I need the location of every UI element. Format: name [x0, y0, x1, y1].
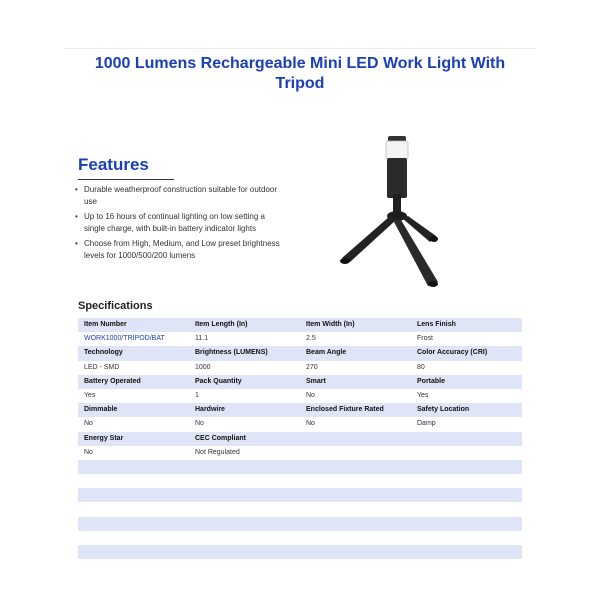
specifications-table	[78, 318, 522, 559]
table-row	[78, 488, 522, 502]
lamp-body	[387, 158, 407, 198]
tripod-foot	[340, 258, 350, 264]
spec-value: 2.5	[306, 335, 316, 343]
spec-label: Brightness (LUMENS)	[195, 349, 268, 357]
spec-value: WORK1000/TRIPOD/BAT	[84, 335, 165, 343]
product-image	[330, 132, 440, 292]
spec-label: Pack Quantity	[195, 377, 242, 385]
spec-label: Enclosed Fixture Rated	[306, 406, 384, 414]
table-row	[78, 474, 522, 488]
spec-value: No	[84, 420, 93, 428]
table-row	[78, 446, 522, 460]
spec-value: Frost	[417, 335, 433, 343]
specifications-heading: Specifications	[78, 300, 153, 312]
table-row	[78, 432, 522, 446]
spec-label: Battery Operated	[84, 377, 141, 385]
feature-item: • Choose from High, Medium, and Low preset brightness levels for 1000/500/200 lumens	[72, 238, 284, 262]
spec-value: Yes	[417, 391, 429, 399]
table-row	[78, 389, 522, 403]
spec-value: Damp	[417, 420, 436, 428]
features-underline	[78, 179, 174, 180]
table-row	[78, 417, 522, 431]
spec-label: CEC Compliant	[195, 434, 246, 442]
spec-value: No	[195, 420, 204, 428]
spec-value: No	[306, 391, 315, 399]
table-row	[78, 403, 522, 417]
spec-label: Energy Star	[84, 434, 124, 442]
table-row	[78, 502, 522, 516]
spec-label: Lens Finish	[417, 321, 456, 328]
table-row	[78, 545, 522, 559]
spec-label: Color Accuracy (CRI)	[417, 349, 488, 357]
spec-label: Dimmable	[84, 406, 118, 414]
lamp-lens	[386, 141, 408, 159]
spec-label: Item Number	[84, 321, 127, 328]
table-row	[78, 375, 522, 389]
spec-value: 1	[195, 391, 199, 399]
tripod-foot	[428, 281, 438, 287]
table-row	[78, 332, 522, 346]
spec-label: Smart	[306, 377, 326, 385]
spec-label: Hardwire	[195, 406, 225, 414]
table-row	[78, 318, 522, 332]
table-row	[78, 460, 522, 474]
features-heading: Features	[78, 155, 149, 174]
spec-label: Portable	[417, 377, 446, 385]
spec-value: No	[84, 448, 93, 456]
spec-value: No	[306, 420, 315, 428]
tripod-foot	[430, 236, 438, 242]
spec-label: Technology	[84, 349, 123, 357]
tripod-leg-front	[393, 220, 438, 286]
spec-value: 11.1	[195, 335, 209, 343]
spec-label: Safety Location	[417, 406, 470, 414]
spec-label: Beam Angle	[306, 349, 347, 357]
spec-value: 1000	[195, 363, 211, 371]
spec-value: Not Regulated	[195, 448, 240, 456]
feature-item: • Durable weatherproof construction suitable for outdoor use	[72, 184, 284, 208]
page-title: 1000 Lumens Rechargeable Mini LED Work Light With Tripod	[94, 55, 506, 92]
spec-label: Item Width (In)	[306, 321, 355, 328]
spec-value: 270	[306, 363, 318, 371]
top-divider	[64, 48, 536, 49]
tripod-leg-left	[342, 216, 396, 262]
spec-value: Yes	[84, 391, 96, 399]
feature-item: • Up to 16 hours of continual lighting on low setting a single charge, with built-in battery indicator lights	[72, 211, 284, 235]
table-row	[78, 517, 522, 531]
features-list	[72, 184, 284, 265]
spec-value: 80	[417, 363, 425, 371]
table-row	[78, 346, 522, 360]
spec-label: Item Length (In)	[195, 321, 248, 328]
table-row	[78, 531, 522, 545]
table-row	[78, 361, 522, 375]
spec-value: LED - SMD	[84, 363, 120, 371]
